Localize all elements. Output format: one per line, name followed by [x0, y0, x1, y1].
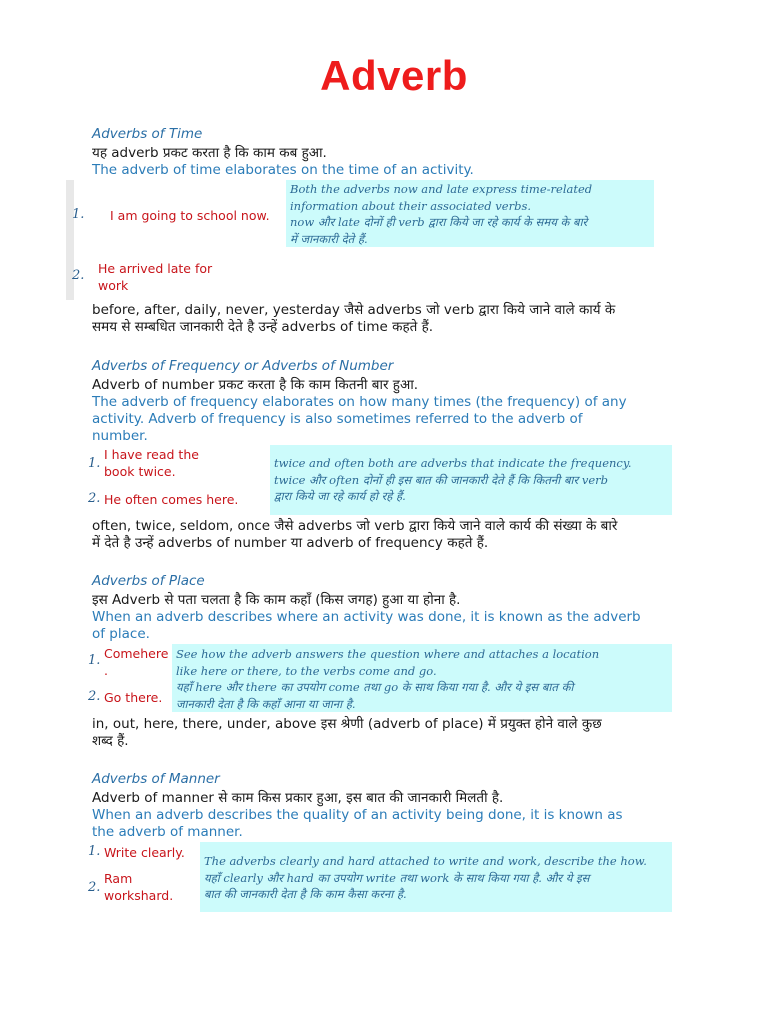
- definition-line: When an adverb describes where an activity was done, it is known as the adverb: [92, 609, 641, 625]
- frequency-hindi-definition: Adverb of number प्रकट करता है कि काम कितनी बार हुआ.: [92, 377, 419, 393]
- example-number: 1.: [88, 653, 101, 668]
- time-hindi-definition: यह adverb प्रकट करता है कि काम कब हुआ.: [92, 145, 327, 161]
- note-line: Both the adverbs now and late express time-related: [290, 182, 593, 196]
- note-line: यहाँ here और there का उपयोग come तथा go के साथ किया गया है. और ये इस बात की: [176, 680, 574, 694]
- example-number: 1.: [88, 844, 101, 859]
- place-hindi-definition: इस Adverb से पता चलता है कि काम कहाँ (किस जगह) हुआ या होना है.: [92, 592, 461, 608]
- example-number: 1.: [72, 207, 85, 222]
- definition-line: the adverb of manner.: [92, 824, 243, 840]
- place-example-2: Go there.: [104, 690, 163, 705]
- example-number: 2.: [88, 491, 101, 506]
- place-explanation-box: [172, 644, 672, 712]
- note-line: यहाँ clearly और hard का उपयोग write तथा work के साथ किया गया है. और ये इस: [204, 870, 590, 885]
- time-english-definition: The adverb of time elaborates on the time of an activity.: [92, 162, 474, 178]
- time-explanation-box: [286, 180, 654, 247]
- note-line: twice and often both are adverbs that indicate the frequency.: [274, 456, 632, 470]
- definition-line: When an adverb describes the quality of an activity being done, it is known as: [92, 807, 623, 823]
- note-line: में जानकारी देते हैं.: [290, 231, 368, 246]
- example-number: 2.: [88, 880, 101, 895]
- manner-explanation-box: [200, 842, 672, 912]
- time-example-1: I am going to school now.: [110, 208, 270, 223]
- place-english-definition: [92, 609, 641, 643]
- frequency-example-1: I have read the book twice.: [104, 447, 199, 479]
- summary-line: समय से सम्बधित जानकारी देते है उन्हें adverbs of time कहते हैं.: [92, 319, 434, 335]
- definition-line: number.: [92, 428, 148, 444]
- frequency-english-definition: [92, 394, 627, 445]
- note-line: now और late दोनों ही verb द्वारा किये जा रहे कार्य के समय के बारे: [290, 215, 588, 229]
- section-heading-manner: Adverbs of Manner: [92, 771, 220, 787]
- time-example-2: He arrived late for work: [98, 261, 213, 293]
- note-line: द्वारा किये जा रहे कार्य हो रहे हैं.: [274, 489, 406, 503]
- summary-line: before, after, daily, never, yesterday जैसे adverbs जो verb द्वारा किये जाने वाले कार्य के: [92, 302, 616, 318]
- note-line: जानकारी देता है कि कहाँ आना या जाना है.: [176, 696, 356, 711]
- definition-line: of place.: [92, 626, 150, 642]
- section-heading-time: Adverbs of Time: [92, 126, 203, 142]
- section-heading-place: Adverbs of Place: [92, 573, 205, 589]
- example-number: 1.: [88, 456, 101, 471]
- place-example-1: Comehere .: [104, 646, 169, 678]
- manner-english-definition: [92, 807, 623, 841]
- note-line: like here or there, to the verbs come and go.: [176, 663, 437, 678]
- frequency-explanation-box: [270, 445, 672, 515]
- manner-hindi-definition: Adverb of manner से काम किस प्रकार हुआ, इस बात की जानकारी मिलती है.: [92, 790, 504, 806]
- note-line: The adverbs clearly and hard attached to write and work, describe the how.: [204, 854, 647, 868]
- manner-example-1: Write clearly.: [104, 845, 185, 860]
- note-line: बात की जानकारी देता है कि काम कैसा करना है.: [204, 887, 407, 901]
- summary-line: in, out, here, there, under, above इस श्रेणी (adverb of place) में प्रयुक्त होने वाले कुछ: [92, 716, 602, 732]
- manner-example-2: Ram workshard.: [104, 871, 174, 903]
- note-line: See how the adverb answers the question where and attaches a location: [176, 647, 600, 661]
- summary-line: में देते है उन्हें adverbs of number या adverb of frequency कहते हैं.: [92, 535, 489, 551]
- example-number: 2.: [88, 689, 101, 704]
- definition-line: activity. Adverb of frequency is also sometimes referred to the adverb of: [92, 411, 583, 427]
- place-summary: [92, 716, 602, 750]
- frequency-summary: [92, 518, 617, 552]
- frequency-example-2: He often comes here.: [104, 492, 239, 507]
- example-number: 2.: [72, 268, 85, 283]
- summary-line: often, twice, seldom, once जैसे adverbs जो verb द्वारा किये जाने वाले कार्य की संख्या के बारे: [92, 518, 618, 534]
- note-line: information about their associated verbs.: [290, 198, 532, 213]
- note-line: twice और often दोनों ही इस बात की जानकारी देते हैं कि कितनी बार verb: [274, 472, 609, 487]
- summary-line: शब्द हैं.: [92, 733, 129, 749]
- time-summary: [92, 302, 615, 336]
- section-heading-frequency: Adverbs of Frequency or Adverbs of Number: [92, 358, 394, 374]
- definition-line: The adverb of frequency elaborates on how many times (the frequency) of any: [92, 394, 627, 410]
- page-title: Adverb: [320, 52, 468, 99]
